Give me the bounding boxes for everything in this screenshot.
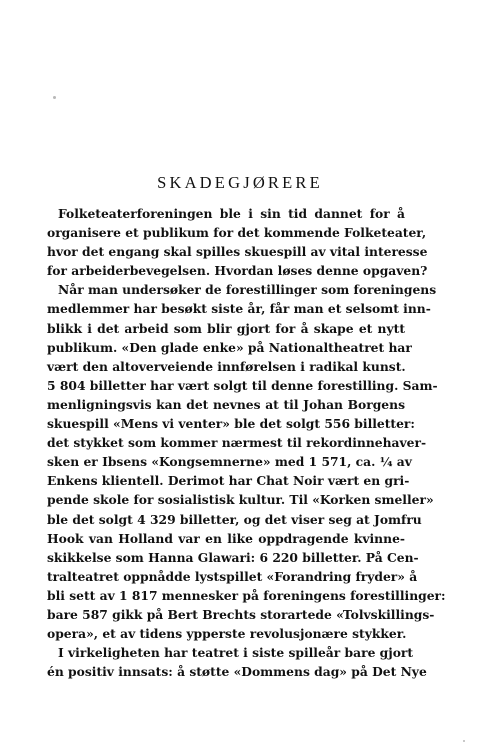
text-line: hvor det engang skal spilles skuespill av vital interesse <box>47 244 428 260</box>
text-line: menligningsvis kan det nevnes at til Johan Borgens <box>47 396 405 412</box>
text-line: pende skole for sosialistisk kultur. Til «Korken smeller» <box>47 492 434 508</box>
paper-speck <box>53 96 56 99</box>
text-line: Folketeaterforeningen ble i sin tid dannet for å <box>58 206 405 221</box>
text-line: sken er Ibsens «Kongsemnerne» med 1 571, ca. ¼ av <box>47 454 412 470</box>
text-line: Enkens klientell. Derimot har Chat Noir vært en gri- <box>47 473 410 489</box>
text-line: én positiv innsats: å støtte «Dommens dag» på Det Nye <box>47 664 427 680</box>
text-line: Hook van Holland var en like oppdragende kvinne- <box>47 530 405 546</box>
text-line: tralteatret oppnådde lystspillet «Forandring fryder» å <box>47 568 418 584</box>
text-line: skikkelse som Hanna Glawari: 6 220 billetter. På Cen- <box>47 549 419 565</box>
text-line: blikk i det arbeid som blir gjort for å skape et nytt <box>47 320 405 336</box>
text-line: I virkeligheten har teatret i siste spilleår bare gjort <box>58 645 414 661</box>
text-line: ble det solgt 4 329 billetter, og det viser seg at Jomfru <box>47 511 422 527</box>
text-line: 5 804 billetter har vært solgt til denne forestilling. Sam- <box>47 377 438 393</box>
text-line: for arbeiderbevegelsen. Hvordan løses denne opgaven? <box>47 263 428 279</box>
paper-speck <box>463 740 465 742</box>
body-text <box>47 204 446 681</box>
text-line: medlemmer har besøkt siste år, får man et selsomt inn- <box>47 301 431 317</box>
text-line: bare 587 gikk på Bert Brechts storartede «Tolvskillings- <box>47 606 435 622</box>
text-line: det stykket som kommer nærmest til rekordinnehaver- <box>47 435 427 451</box>
text-line: opera», et av tidens ypperste revolusjonære stykker. <box>47 626 407 642</box>
text-line: publikum. «Den glade enke» på Nationaltheatret har <box>47 339 412 355</box>
chapter-title: SKADEGJØRERE <box>157 173 323 192</box>
text-line: organisere et publikum for det kommende Folketeater, <box>47 225 427 241</box>
text-line: Når man undersøker de forestillinger som foreningens <box>58 282 437 298</box>
text-line: skuespill «Mens vi venter» ble det solgt 556 billetter: <box>47 416 415 432</box>
text-line: bli sett av 1 817 mennesker på foreningens forestillinger: <box>47 587 446 603</box>
text-line: vært den altoverveiende innførelsen i radikal kunst. <box>47 358 406 374</box>
